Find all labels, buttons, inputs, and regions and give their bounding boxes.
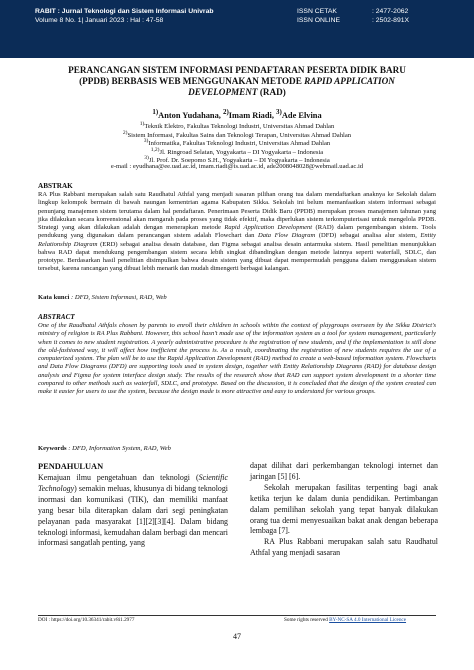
journal-volume: Volume 8 No. 1| Januari 2023 : Hal : 47-58 — [35, 17, 164, 24]
affiliation-2: $^{2)}$Sistem Informasi, Fakultas Sains dan Teknologi Terapan, Universitas Ahmad Dahlan — [122, 129, 352, 139]
journal-name: RABIT : Jurnal Teknologi dan Sistem Informasi Univrab — [35, 8, 214, 15]
issn-print-label: ISSN CETAK — [297, 8, 337, 15]
pendahuluan-heading: PENDAHULUAN — [38, 462, 104, 471]
issn-print-value: : 2477-2062 — [372, 8, 409, 15]
rights-statement: Some rights reserved BY-NC-SA 4.0 International Licence — [284, 617, 407, 623]
keywords: Keywords : DFD, Information System, RAD, Web — [38, 445, 171, 452]
affiliation-address-2: $^{3)}$Jl. Prof. Dr. Soepomo S.H., Yogyakarta – DI Yogyakarta – Indonesia — [144, 155, 330, 165]
page-number: 47 — [233, 632, 241, 641]
body-right-column: dapat dilihat dari perkembangan teknologi internet dan jaringan [5] [6]. Sekolah merupakan fasilitas terpenting bagi anak ketika terjun ke dalam dunia pendidikan. Pertimbangan dalam pemilihan sekolah yang tepat banyak dilakukan orang tua demi menyesuaikan bakat anak dengan beberapa lembaga [7]. RA Plus Rabbani merupakan salah satu Raudhatul Athfal yang menjadi sasaran — [250, 461, 438, 558]
affiliation-1: $^{1)}$Teknik Elektro, Fakultas Teknologi Industri, Universitas Ahmad Dahlan — [139, 121, 335, 131]
abstrak-text: RA Plus Rabbani merupakan salah satu Raudhatul Athfal yang menjadi sasaran pilihan orang tua dalam mendaftarkan anaknya ke Sekolah dalam lingkup kelompok bermain di bawah naungan kementrian agama Kabupaten Sikka. Sekolah ini belum memanfaatkan sistem informasi sebagai penunjang manajemen sistem terutama dalam hal pendaftaran. Penerimaan Peserta Didik Baru (PPDB) merupakan proses manajemen tahunan yang jika dilakukan secara konvensional akan mengarah pada proses yang tidak efektif, maka diperlukan sistem terkomputerisasi untuk mengelola PPDB. Strategi yang akan dilakukan adalah dengan menerapkan metode Rapid Application Development (RAD) dalam pengembangan sistem. Tools pendukung yang digunakan dalam perancangan sistem adalah Flowchart dan Data Flow Diagram (DFD) sebagai analisa alur sistem, Entity Relationship Diagram (ERD) sebagai analisa desain database, dan Figma sebagai analisa desain antarmuka sistem. Hasil penelitian menunjukkan bahwa RAD dapat mendukung pengembangan sistem secara lebih singkat dibandingkan dengan metode lainnya seperti waterfall, SDLC, dan prototype. Berdasarkan hasil penelitian disimpulkan bahwa desain sistem yang dibuat dapat mempermudah pengguna dalam menggunakan sistem tersebut, karena rancangan yang dibuat lebih menarik dan mudah dimengerti berbagai kalangan. — [38, 191, 437, 273]
journal-header-banner — [0, 0, 474, 58]
paper-title-line-2: (PPDB) BERBASIS WEB MENGGUNAKAN METODE RAPID APPLICATION — [79, 76, 395, 86]
author-list: $^{1)}$Anton Yudahana, $^{2)}$Imam Riadi, $^{3)}$Ade Elvina — [152, 108, 322, 120]
body-left-column: Kemajuan ilmu pengetahuan dan teknologi (Scientific Technology) semakin meluas, khusunya di bidang teknologi inormasi dan komunikasi (TIK), dan memiliki manfaat yang besar bila diterapkan dalam dari segi peningkatan pelayanan pada masyarakat [1][2][3][4]. Dalam bidang teknologi informasi, kemudahan dalam berbagi dan mencari informasi sangatlah penting, yang — [38, 473, 229, 548]
affiliation-address-1: $^{1,2)}$Jl. Ringroad Selatan, Yogyakarta – DI Yogyakarta – Indonesia — [150, 146, 324, 156]
license-link[interactable]: BY-NC-SA 4.0 International Licence — [329, 617, 407, 623]
paper-title-line-3: DEVELOPMENT (RAD) — [188, 87, 286, 97]
paper-title-line-1: PERANCANGAN SISTEM INFORMASI PENDAFTARAN PESERTA DIDIK BARU — [68, 65, 406, 75]
kata-kunci: Kata kunci : DFD, Sistem Informasi, RAD, Web — [38, 294, 167, 301]
affiliation-3: $^{3)}$Informatika, Fakultas Teknologi Industri, Universitas Ahmad Dahlan — [143, 138, 331, 148]
abstrak-heading: ABSTRAK — [38, 182, 73, 190]
doi-link[interactable]: DOI : https://doi.org/10.36341/rabit.v8i1.2977 — [38, 617, 135, 623]
abstract-heading: ABSTRACT — [38, 313, 75, 321]
footer-divider — [38, 615, 436, 616]
author-emails: e-mail : eyudhana@ee.uad.ac.id, imam.riadi@is.uad.ac.id, ade2008048028@webmail.uad.ac.id — [110, 163, 364, 170]
issn-online-value: : 2502-891X — [372, 17, 410, 24]
issn-online-label: ISSN ONLINE — [297, 17, 341, 24]
abstract-text: One of the Raudhatul Athfals chosen by parents to enroll their children in schools within the context of playgroups overseen by the Sikka District's ministry of religion is RA Plus Rabbani. However, this school hasn't made use of the information system as a tool for system management, particularly when it comes to new student registration. A yearly administrative procedure is the registration of new students, and if the implementation is still done the old-fashioned way, it will affect how inefficient the process is. As a result, coordinating the registration of new students requires the use of a computerized system. The plan will be to use the Rapid Application Development (RAD) method to create a web-based information system. Flowcharts and Data Flow Diagrams (DFD) are supporting tools used in system design, together with Entity Relationship Diagrams (RAD) for database design analysis and Figma for system interface design study. The results of the research show that RAD can support system development in a shorter time compared to other methods such as waterfall, SDLC, and prototype. Based on the discussion, it is concluded that the design of the system created can make it easier for users to use the system, because the design made is more attractive and easy to understand for various groups. — [38, 322, 437, 395]
